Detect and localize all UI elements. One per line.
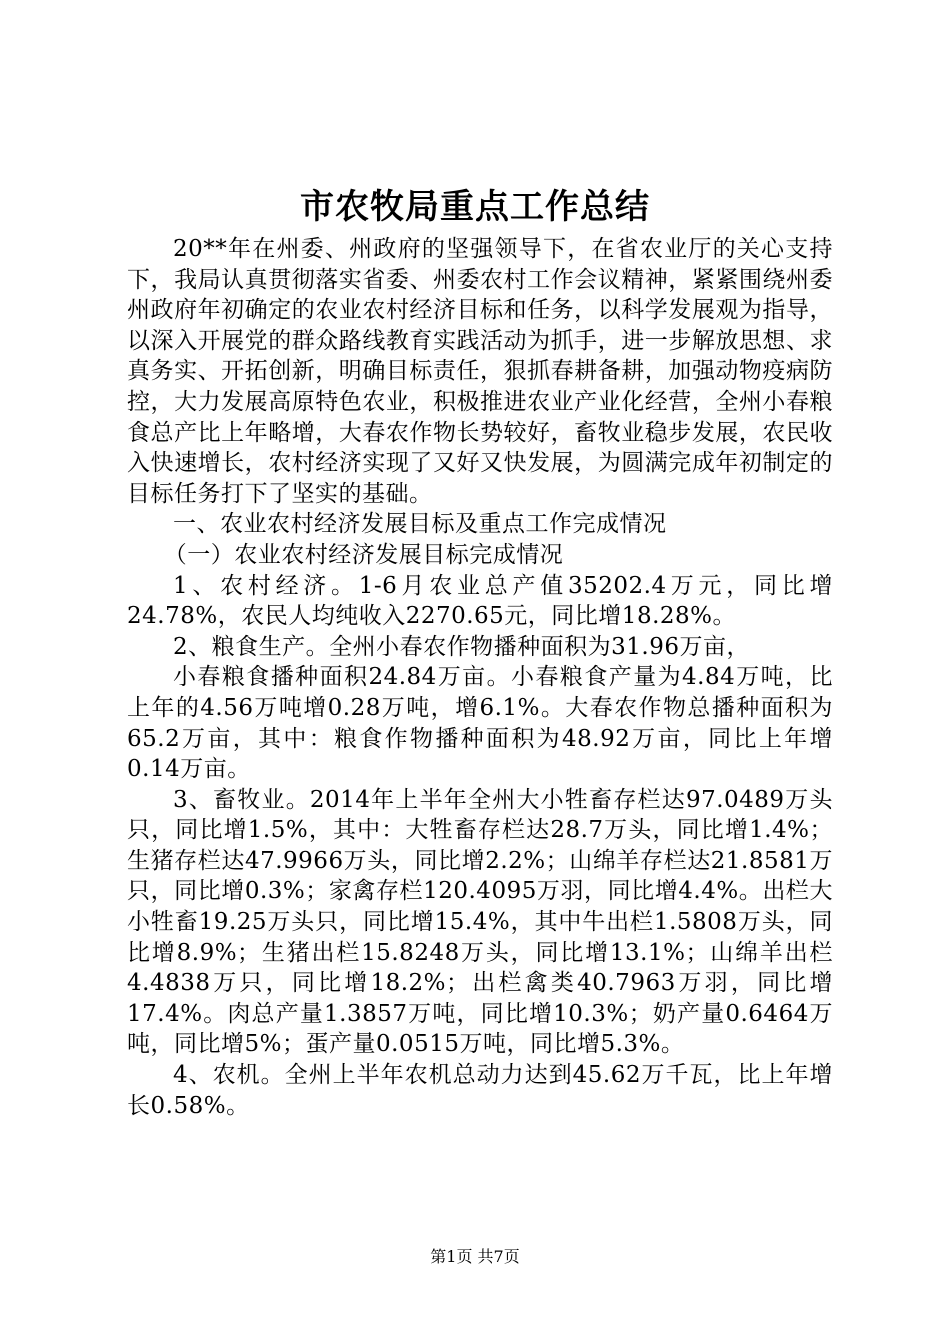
paragraph-agricultural-machinery: 4、农机。全州上半年农机总动力达到45.62万千瓦，比上年增长0.58%。 — [127, 1062, 833, 1119]
subsection-heading: （一）农业农村经济发展目标完成情况 — [163, 541, 564, 568]
document-body — [127, 234, 833, 1121]
paragraph-grain-production-continued: 小春粮食播种面积24.84万亩。小春粮食产量为4.84万吨，比上年的4.56万吨增0.28万吨，增6.1%。大春农作物总播种面积为65.2万亩，其中：粮食作物播种面积为48.92万亩，同比上年增0.14万亩。 — [127, 664, 833, 783]
paragraph-grain-production: 2、粮食生产。全州小春农作物播种面积为31.96万亩， — [173, 633, 750, 660]
document-title: 市农牧局重点工作总结 — [300, 187, 650, 227]
intro-paragraph: 20**年在州委、州政府的坚强领导下，在省农业厅的关心支持下，我局认真贯彻落实省委、州委农村工作会议精神，紧紧围绕州委州政府年初确定的农业农村经济目标和任务，以科学发展观为指导，以深入开展党的群众路线教育实践活动为抓手，进一步解放思想、求真务实、开拓创新，明确目标责任，狠抓春耕备耕，加强动物疫病防控，大力发展高原特色农业，积极推进农业产业化经营，全州小春粮食总产比上年略增，大春农作物长势较好，畜牧业稳步发展，农民收入快速增长，农村经济实现了又好又快发展，为圆满完成年初制定的目标任务打下了坚实的基础。 — [127, 236, 833, 507]
paragraph-rural-economy: 1、农村经济。1-6月农业总产值35202.4万元，同比增24.78%，农民人均纯收入2270.65元，同比增18.28%。 — [127, 572, 833, 630]
page-number: 第1页 共7页 — [430, 1247, 520, 1266]
paragraph-livestock: 3、畜牧业。2014年上半年全州大小牲畜存栏达97.0489万头只，同比增1.5%，其中：大牲畜存栏达28.7万头，同比增1.4%；生猪存栏达47.9966万头，同比增2.2%；山绵羊存栏达21.8581万只，同比增0.3%；家禽存栏120.4095万羽，同比增4.4%。出栏大小牲畜19.25万头只，同比增15.4%，其中牛出栏1.5808万头，同比增8.9%；生猪出栏15.8248万头，同比增13.1%；山绵羊出栏4.4838万只，同比增18.2%；出栏禽类40.7963万羽，同比增17.4%。肉总产量1.3857万吨，同比增10.3%；奶产量0.6464万吨，同比增5%；蛋产量0.0515万吨，同比增5.3%。 — [127, 786, 833, 1058]
section-heading: 一、农业农村经济发展目标及重点工作完成情况 — [173, 511, 667, 538]
